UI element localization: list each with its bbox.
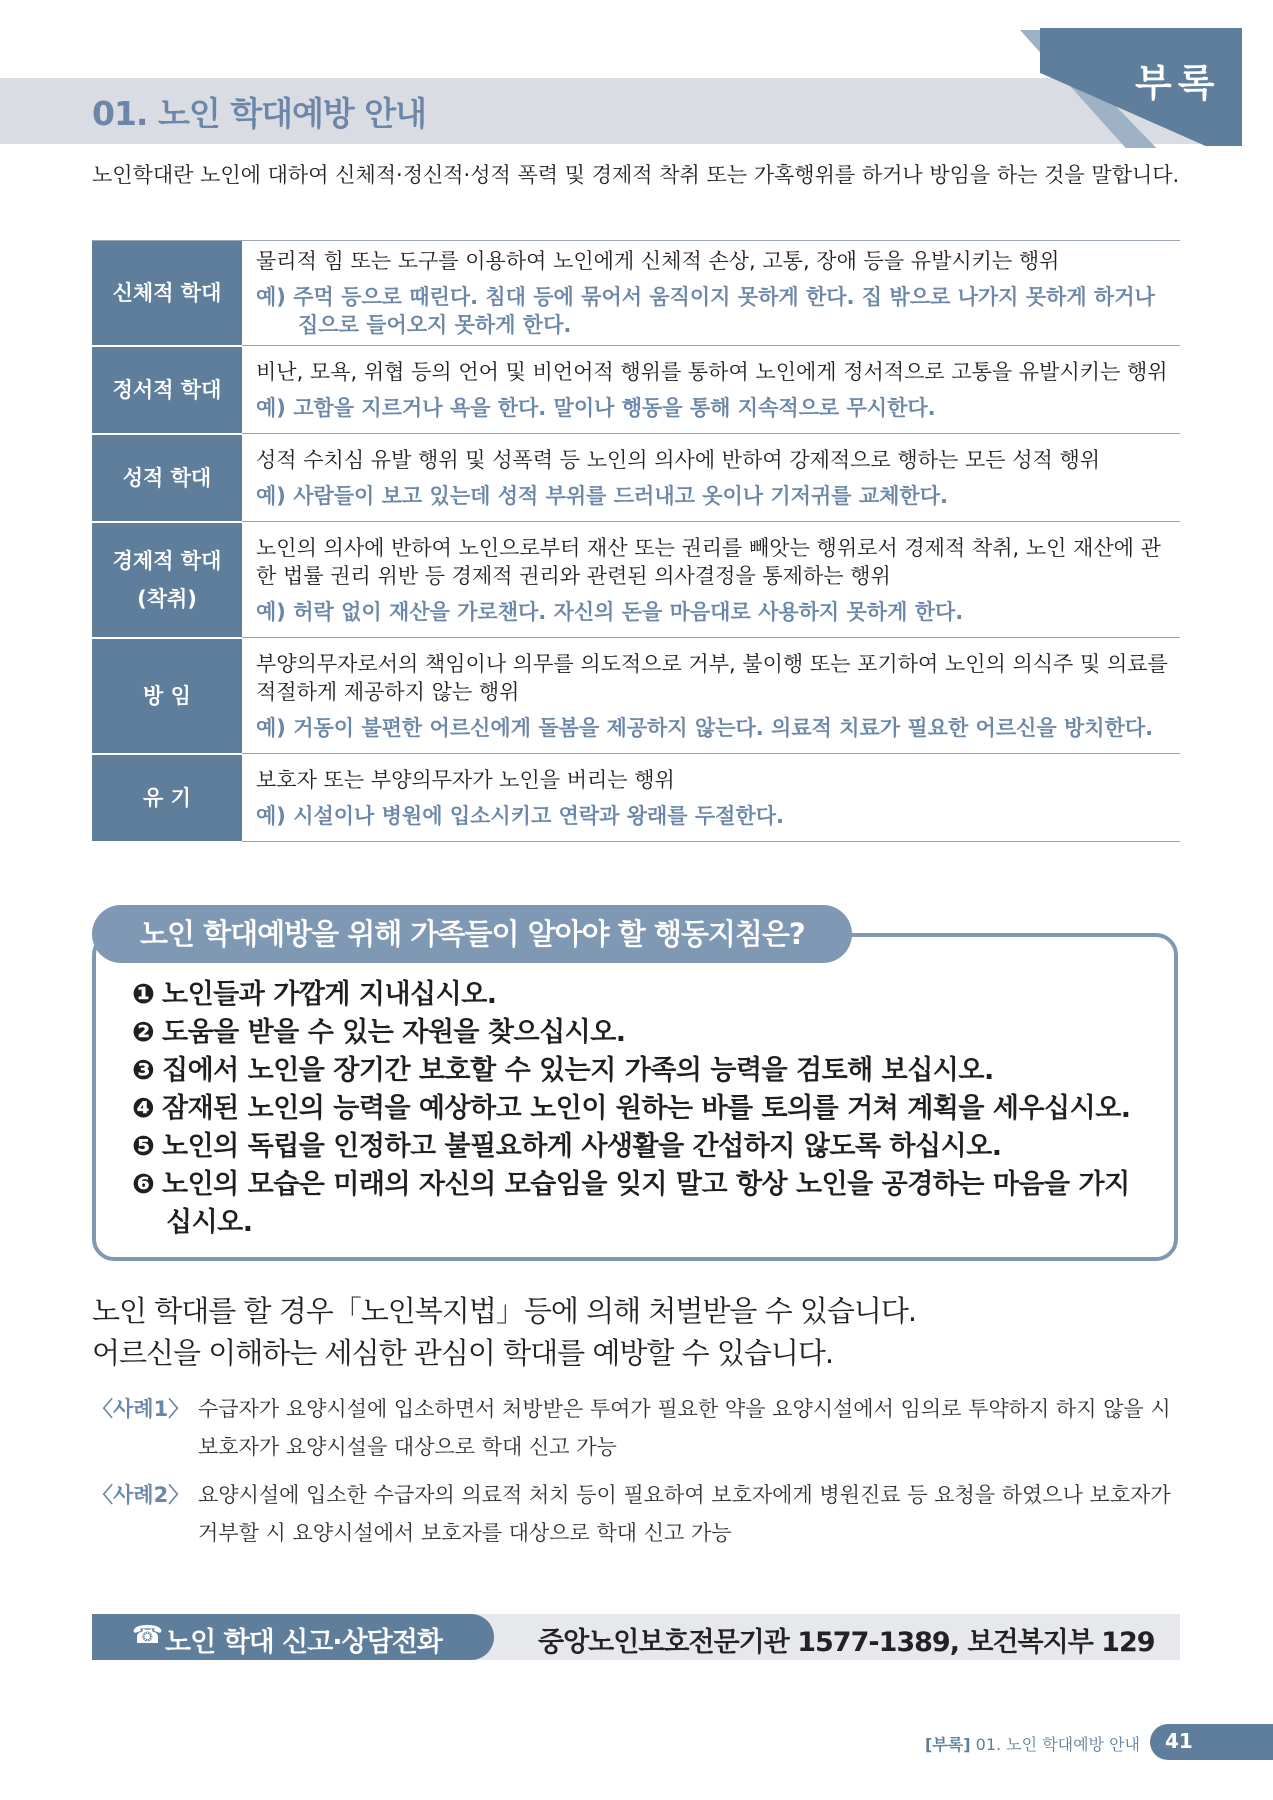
description-text: 성적 수치심 유발 행위 및 성폭력 등 노인의 의사에 반하여 강제적으로 행하는 모든 성적 행위 bbox=[256, 447, 1101, 472]
example-text: 예) 고함을 지르거나 욕을 한다. 말이나 행동을 통해 지속적으로 무시한다. bbox=[256, 395, 936, 420]
description-cell bbox=[242, 638, 1180, 754]
table-row bbox=[92, 638, 1180, 754]
list-item bbox=[132, 1014, 1152, 1052]
guideline-text: 노인들과 가깝게 지내십시오. bbox=[162, 979, 497, 1010]
table-row bbox=[92, 241, 1180, 346]
list-item bbox=[132, 1128, 1152, 1166]
number-marker: ❷ bbox=[132, 1017, 155, 1048]
number-marker: ❸ bbox=[132, 1055, 155, 1086]
penalty-statement bbox=[92, 1290, 916, 1374]
description-text: 노인의 의사에 반하여 노인으로부터 재산 또는 권리를 빼앗는 행위로서 경제적 착취, 노인 재산에 관한 법률 권리 위반 등 경제적 권리와 관련된 의사결정을 통제하는 행위 bbox=[256, 535, 1161, 588]
guideline-text: 노인의 모습은 미래의 자신의 모습임을 잊지 말고 항상 노인을 공경하는 마음을 가지십시오. bbox=[162, 1169, 1130, 1238]
footer-text bbox=[925, 1732, 1140, 1755]
category-label: 성적 학대 bbox=[122, 465, 212, 490]
guideline-text: 노인의 독립을 인정하고 불필요하게 사생활을 간섭하지 않도록 하십시오. bbox=[162, 1131, 1002, 1162]
hotline-numbers: 중앙노인보호전문기관 1577-1389, 보건복지부 129 bbox=[538, 1627, 1155, 1658]
example-text: 예) 거동이 불편한 어르신에게 돌봄을 제공하지 않는다. 의료적 치료가 필요한 어르신을 방치한다. bbox=[256, 715, 1154, 740]
category-label: 정서적 학대 bbox=[112, 377, 222, 402]
case-item bbox=[92, 1390, 1182, 1466]
category-cell bbox=[92, 434, 242, 522]
number-marker: ❺ bbox=[132, 1131, 155, 1162]
case-text: 수급자가 요양시설에 입소하면서 처방받은 투여가 필요한 약을 요양시설에서 임의로 투약하지 하지 않을 시 보호자가 요양시설을 대상으로 학대 신고 가능 bbox=[198, 1397, 1171, 1459]
number-marker: ❹ bbox=[132, 1093, 155, 1124]
appendix-label: 부록 bbox=[1135, 61, 1221, 105]
category-cell bbox=[92, 241, 242, 346]
list-item bbox=[132, 1090, 1152, 1128]
description-cell bbox=[242, 434, 1180, 522]
phone-icon: ☎ bbox=[132, 1620, 164, 1649]
description-cell bbox=[242, 241, 1180, 346]
number-marker: ❻ bbox=[132, 1169, 155, 1200]
case-label: 〈사례2〉 bbox=[92, 1483, 190, 1507]
guideline-text: 잠재된 노인의 능력을 예상하고 노인이 원하는 바를 토의를 거쳐 계획을 세우십시오. bbox=[162, 1093, 1131, 1124]
description-cell bbox=[242, 522, 1180, 638]
category-label: 경제적 학대 bbox=[112, 548, 222, 573]
category-cell bbox=[92, 522, 242, 638]
abuse-types-table bbox=[92, 240, 1180, 843]
category-label: 방 임 bbox=[143, 683, 191, 708]
table-row bbox=[92, 754, 1180, 842]
category-cell bbox=[92, 754, 242, 842]
description-text: 보호자 또는 부양의무자가 노인을 버리는 행위 bbox=[256, 767, 675, 792]
guideline-text: 집에서 노인을 장기간 보호할 수 있는지 가족의 능력을 검토해 보십시오. bbox=[162, 1055, 994, 1086]
table-row bbox=[92, 346, 1180, 434]
intro-paragraph: 노인학대란 노인에 대하여 신체적·정신적·성적 폭력 및 경제적 착취 또는 가혹행위를 하거나 방임을 하는 것을 말합니다. bbox=[92, 163, 1180, 187]
category-cell bbox=[92, 638, 242, 754]
list-item bbox=[132, 976, 1152, 1014]
list-item bbox=[132, 1052, 1152, 1090]
case-label: 〈사례1〉 bbox=[92, 1397, 190, 1421]
page-title: 01. 노인 학대예방 안내 bbox=[92, 94, 426, 133]
guideline-text: 도움을 받을 수 있는 자원을 찾으십시오. bbox=[162, 1017, 626, 1048]
category-label: 유 기 bbox=[143, 785, 191, 810]
hotline-label: 노인 학대 신고·상담전화 bbox=[165, 1627, 442, 1658]
description-cell bbox=[242, 346, 1180, 434]
statement-line: 노인 학대를 할 경우「노인복지법」등에 의해 처벌받을 수 있습니다. bbox=[92, 1294, 917, 1328]
category-cell bbox=[92, 346, 242, 434]
description-cell bbox=[242, 754, 1180, 842]
case-item bbox=[92, 1476, 1182, 1552]
description-text: 물리적 힘 또는 도구를 이용하여 노인에게 신체적 손상, 고통, 장애 등을 유발시키는 행위 bbox=[256, 249, 1060, 273]
example-text: 예) 주먹 등으로 때린다. 침대 등에 묶어서 움직이지 못하게 한다. 집 밖으로 나가지 못하게 하거나 집으로 들어오지 못하게 한다. bbox=[256, 285, 1155, 337]
example-text: 예) 허락 없이 재산을 가로챈다. 자신의 돈을 마음대로 사용하지 못하게 한다. bbox=[256, 599, 964, 624]
category-sublabel: (착취) bbox=[137, 586, 197, 611]
description-text: 부양의무자로서의 책임이나 의무를 의도적으로 거부, 불이행 또는 포기하여 노인의 의식주 및 의료를 적절하게 제공하지 않는 행위 bbox=[256, 651, 1168, 704]
case-text: 요양시설에 입소한 수급자의 의료적 처치 등이 필요하여 보호자에게 병원진료 등 요청을 하였으나 보호자가 거부할 시 요양시설에서 보호자를 대상으로 학대 신고 가능 bbox=[198, 1483, 1171, 1545]
description-text: 비난, 모욕, 위협 등의 언어 및 비언어적 행위를 통하여 노인에게 정서적으로 고통을 유발시키는 행위 bbox=[256, 359, 1168, 384]
page-number: 41 bbox=[1165, 1729, 1193, 1753]
guidelines-list bbox=[132, 976, 1152, 1242]
list-item bbox=[132, 1166, 1152, 1242]
footer-section: [부록] bbox=[925, 1735, 971, 1754]
statement-line: 어르신을 이해하는 세심한 관심이 학대를 예방할 수 있습니다. bbox=[92, 1336, 834, 1370]
category-label: 신체적 학대 bbox=[112, 280, 222, 305]
guidelines-heading: 노인 학대예방을 위해 가족들이 알아야 할 행동지침은? bbox=[140, 917, 805, 951]
example-text: 예) 시설이나 병원에 입소시키고 연락과 왕래를 두절한다. bbox=[256, 803, 785, 828]
footer-title: 01. 노인 학대예방 안내 bbox=[975, 1735, 1140, 1754]
table-row bbox=[92, 434, 1180, 522]
table-row bbox=[92, 522, 1180, 638]
number-marker: ❶ bbox=[132, 979, 155, 1010]
example-text: 예) 사람들이 보고 있는데 성적 부위를 드러내고 옷이나 기저귀를 교체한다. bbox=[256, 483, 948, 508]
